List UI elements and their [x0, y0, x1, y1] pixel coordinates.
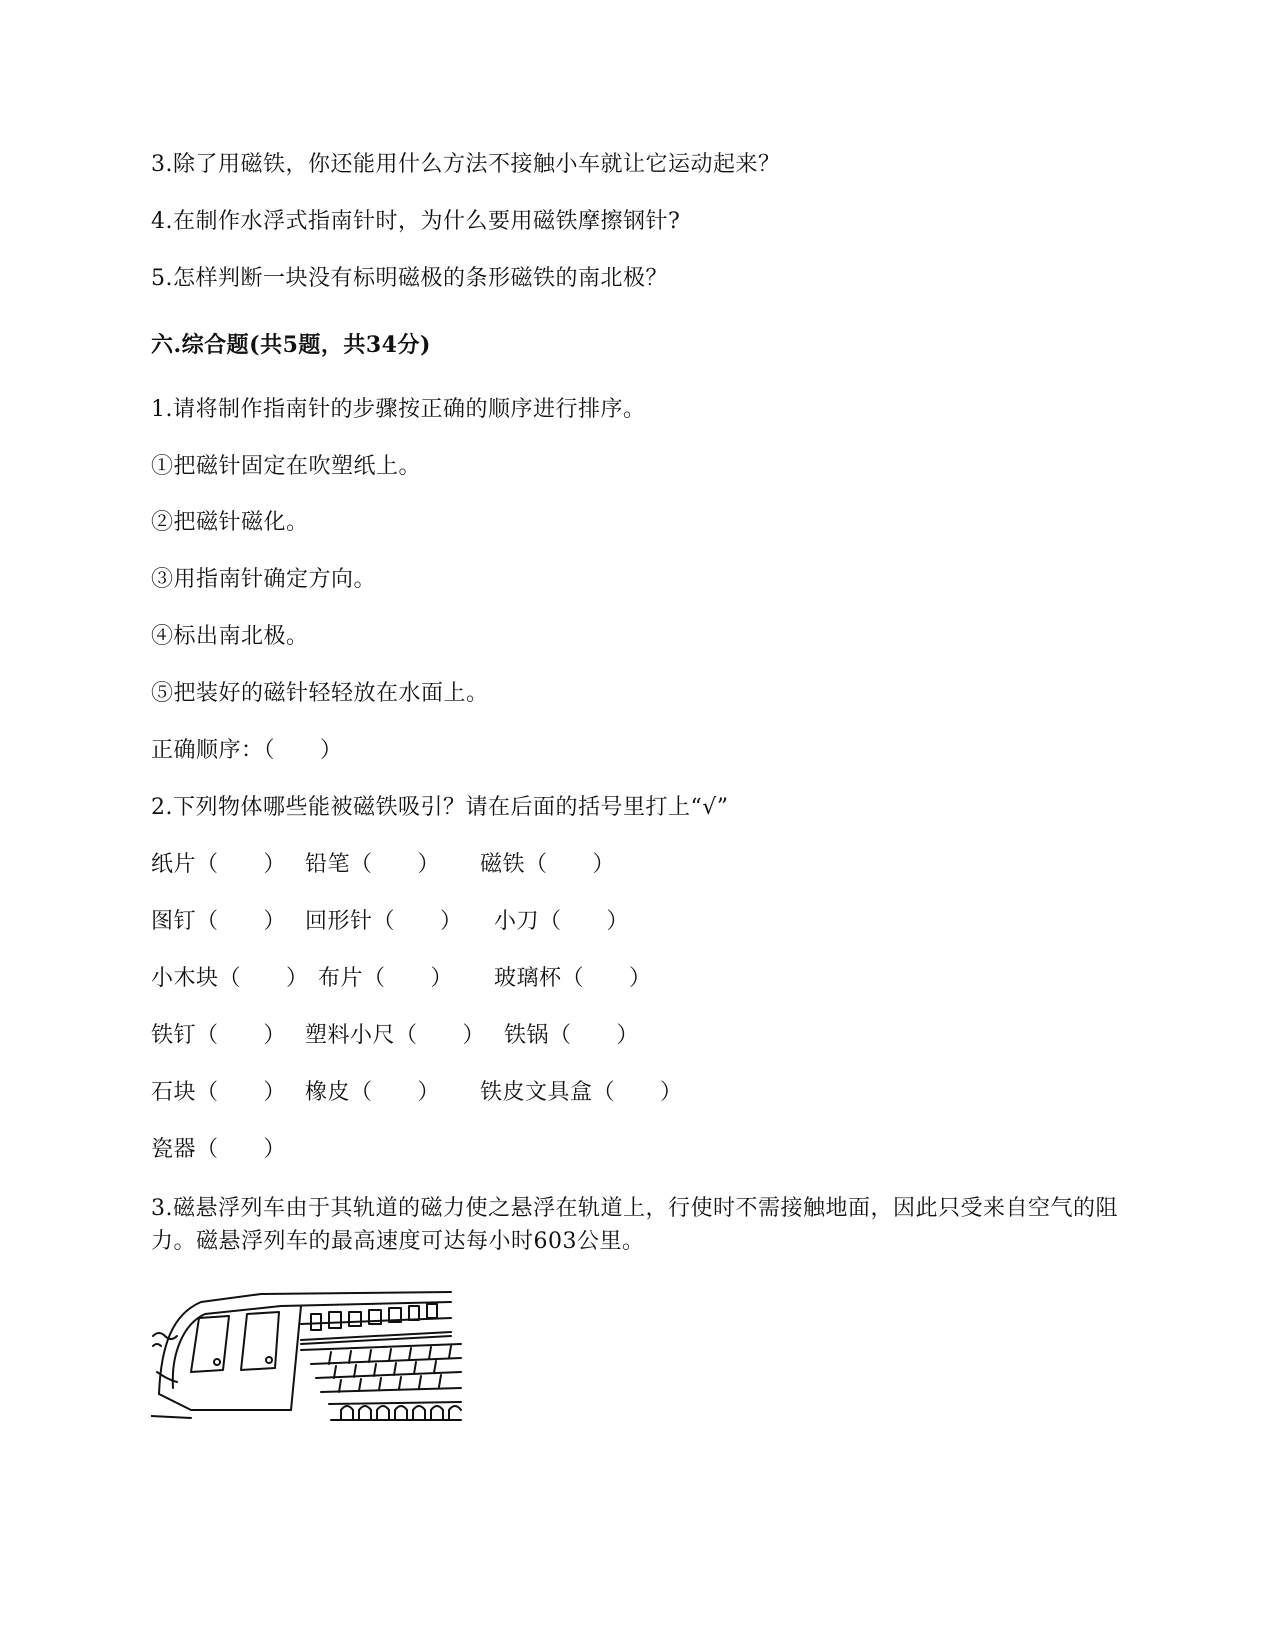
q2-item-wood-block: 小木块（ ） — [151, 966, 309, 991]
q2-item-paperclip: 回形针（ ） — [305, 909, 463, 934]
q1-step-3: ③用指南针确定方向。 — [151, 567, 377, 592]
q2-item-iron-pot: 铁锅（ ） — [504, 1023, 640, 1048]
q2-item-porcelain: 瓷器（ ） — [151, 1137, 287, 1162]
q2-item-stone: 石块（ ） — [151, 1080, 287, 1105]
q1-step-4: ④标出南北极。 — [151, 624, 309, 649]
question-3: 3.除了用磁铁，你还能用什么方法不接触小车就让它运动起来？ — [151, 152, 781, 177]
q2-row-4 — [151, 1021, 851, 1051]
q2-row-3 — [151, 964, 851, 994]
q2-row-6 — [151, 1135, 851, 1165]
q1-answer-line: 正确顺序：（ ） — [151, 738, 343, 763]
q3-text: 3.磁悬浮列车由于其轨道的磁力使之悬浮在轨道上，行使时不需接触地面，因此只受来自空气的阻力。磁悬浮列车的最高速度可达每小时603公里。 — [151, 1196, 1118, 1254]
q2-item-thumbtack: 图钉（ ） — [151, 909, 287, 934]
q2-item-paper: 纸片（ ） — [151, 852, 287, 877]
q2-item-eraser: 橡皮（ ） — [305, 1080, 441, 1105]
q1-step-2: ②把磁针磁化。 — [151, 510, 309, 535]
q2-item-knife: 小刀（ ） — [494, 909, 630, 934]
q2-row-1 — [151, 850, 851, 880]
q1-step-5: ⑤把装好的磁针轻轻放在水面上。 — [151, 681, 489, 706]
question-4: 4.在制作水浮式指南针时，为什么要用磁铁摩擦钢针? — [151, 209, 681, 234]
q2-item-magnet: 磁铁（ ） — [480, 852, 616, 877]
q2-row-5 — [151, 1078, 851, 1108]
q2-item-nail: 铁钉（ ） — [151, 1023, 287, 1048]
q1-step-1: ①把磁针固定在吹塑纸上。 — [151, 454, 422, 479]
q1-prompt: 1.请将制作指南针的步骤按正确的顺序进行排序。 — [151, 397, 646, 422]
q2-item-glass-cup: 玻璃杯（ ） — [494, 966, 652, 991]
q2-row-2 — [151, 907, 851, 937]
q2-item-cloth: 布片（ ） — [318, 966, 454, 991]
q2-item-tin-pencil-box: 铁皮文具盒（ ） — [480, 1080, 683, 1105]
q2-prompt: 2.下列物体哪些能被磁铁吸引？请在后面的括号里打上“√” — [151, 795, 729, 820]
maglev-train-illustration — [151, 1284, 463, 1426]
q2-item-plastic-ruler: 塑料小尺（ ） — [305, 1023, 486, 1048]
question-5: 5.怎样判断一块没有标明磁极的条形磁铁的南北极？ — [151, 266, 668, 291]
section-heading: 六.综合题(共5题，共34分) — [151, 332, 431, 358]
q2-item-pencil: 铅笔（ ） — [305, 852, 441, 877]
